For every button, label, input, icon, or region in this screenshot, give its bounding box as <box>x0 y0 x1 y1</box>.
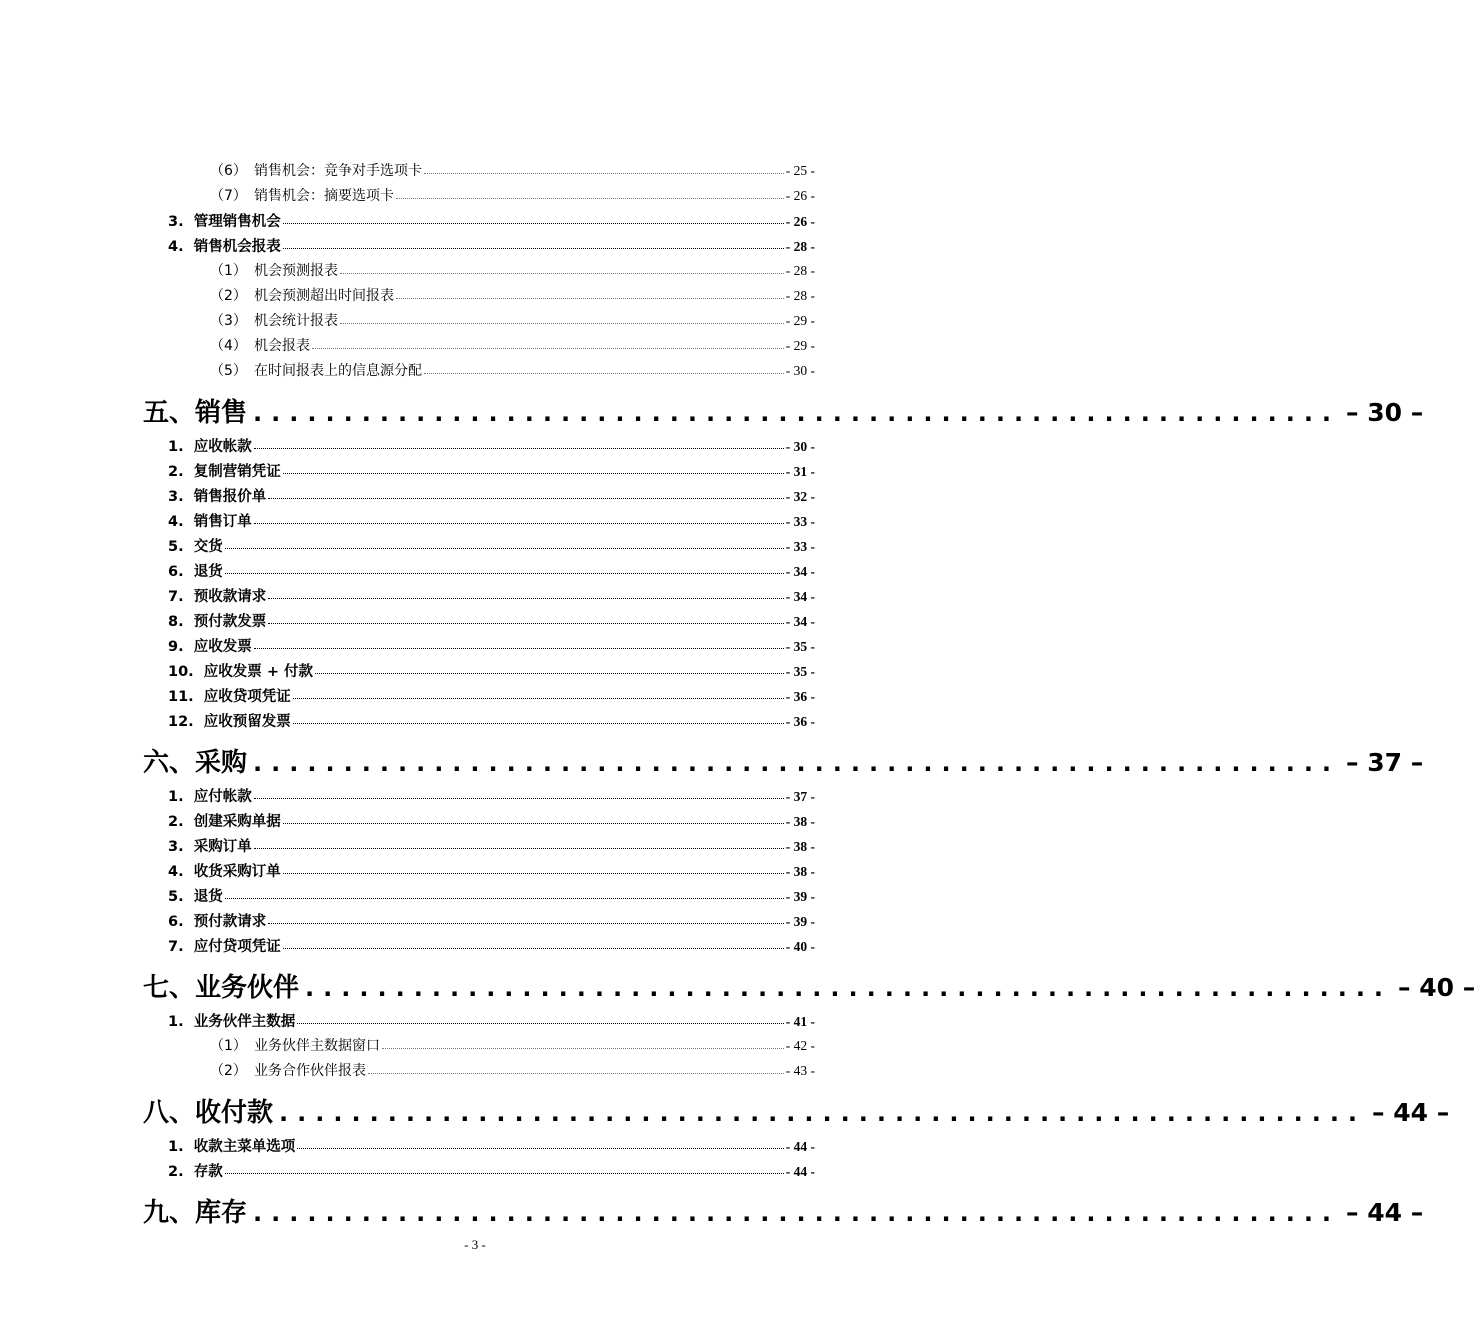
toc-section-entry[interactable] <box>168 785 815 805</box>
toc-page-number: - 30 - <box>785 439 815 454</box>
toc-page-number: - 33 - <box>785 539 815 554</box>
toc-page-number: - 34 - <box>785 564 815 579</box>
toc-dot-leader <box>283 822 784 824</box>
toc-page-number: - 31 - <box>785 464 815 479</box>
toc-entry-number: （7） <box>210 188 247 204</box>
toc-entry-title: 五、销售 <box>143 398 248 428</box>
toc-dot-leader <box>268 922 784 924</box>
toc-page-number: - 34 - <box>785 614 815 629</box>
toc-entry-number: 3. <box>168 214 184 230</box>
toc-dot-leader <box>225 572 784 574</box>
toc-subsection-entry[interactable] <box>210 285 815 305</box>
toc-entry-title: 应收帐款 <box>193 439 252 455</box>
toc-dot-leader <box>297 1147 784 1149</box>
toc-entry-label <box>210 1060 366 1080</box>
toc-dot-leader <box>254 797 784 799</box>
toc-page-number: - 35 - <box>785 664 815 679</box>
toc-section-entry[interactable] <box>168 585 815 605</box>
toc-section-entry[interactable] <box>168 1135 815 1155</box>
toc-subsection-entry[interactable] <box>210 1035 815 1055</box>
toc-entry-label <box>168 460 281 481</box>
toc-entry-label <box>168 535 223 556</box>
toc-entry-label <box>168 435 252 456</box>
toc-dot-leader <box>293 697 784 699</box>
toc-page-number: - 30 - <box>785 363 815 378</box>
toc-entry-number: 1. <box>168 1014 184 1030</box>
toc-entry-number: 2. <box>168 814 184 830</box>
toc-page-number: – 30 – <box>1346 398 1424 427</box>
toc-dot-leader <box>424 372 784 374</box>
toc-page-number: - 36 - <box>785 689 815 704</box>
toc-entry-title: 七、业务伙伴 <box>143 973 300 1003</box>
toc-dot-leader <box>312 347 784 349</box>
toc-section-entry[interactable] <box>168 460 815 480</box>
toc-entry-number: 1. <box>168 439 184 455</box>
toc-page-number: - 34 - <box>785 589 815 604</box>
toc-entry-number: 1. <box>168 1139 184 1155</box>
toc-dot-leader <box>340 272 784 274</box>
toc-entry-number: 12. <box>168 714 194 730</box>
toc-dot-leader <box>268 497 784 499</box>
toc-subsection-entry[interactable] <box>210 160 815 180</box>
toc-dot-leader <box>283 947 784 949</box>
toc-entry-label <box>168 910 266 931</box>
toc-dot-leader <box>424 172 784 174</box>
toc-entry-number: （1） <box>210 1038 247 1054</box>
toc-entry-label <box>168 710 291 731</box>
toc-page-number: - 38 - <box>785 814 815 829</box>
toc-entry-label <box>168 585 266 606</box>
toc-section-entry[interactable] <box>168 660 815 680</box>
toc-entry-label <box>168 560 223 581</box>
toc-dot-leader <box>254 847 784 849</box>
toc-entry-label <box>168 635 252 656</box>
toc-page-number: - 26 - <box>785 214 815 229</box>
toc-dot-leader <box>268 622 784 624</box>
toc-entry-title: 应收发票 + 付款 <box>203 664 314 680</box>
toc-entry-title: 退货 <box>193 889 223 905</box>
toc-page-number: - 36 - <box>785 714 815 729</box>
toc-page-number: - 35 - <box>785 639 815 654</box>
toc-entry-label <box>210 360 422 380</box>
toc-entry-title: 预付款请求 <box>193 914 267 930</box>
toc-entry-title: 预收款请求 <box>193 589 267 605</box>
toc-entry-number: 6. <box>168 914 184 930</box>
toc-dot-leader <box>283 472 784 474</box>
toc-section-entry[interactable] <box>168 610 815 630</box>
toc-entry-label <box>143 967 299 1004</box>
toc-subsection-entry[interactable] <box>210 185 815 205</box>
toc-section-entry[interactable] <box>168 510 815 530</box>
toc-chapter-entry[interactable] <box>143 1092 1450 1128</box>
toc-entry-title: 业务伙伴主数据 <box>193 1014 296 1030</box>
toc-dot-leader <box>225 897 784 899</box>
toc-entry-title: 机会预测超出时间报表 <box>254 288 394 304</box>
toc-entry-label <box>210 260 338 280</box>
toc-section-entry[interactable] <box>168 560 815 580</box>
toc-entry-label <box>168 235 281 256</box>
toc-entry-title: 销售机会报表 <box>193 239 281 255</box>
toc-entry-label <box>168 1135 295 1156</box>
toc-entry-number: 4. <box>168 864 184 880</box>
toc-entry-title: 收款主菜单选项 <box>193 1139 296 1155</box>
toc-entry-number: 5. <box>168 539 184 555</box>
toc-page-number: - 28 - <box>785 288 815 303</box>
toc-entry-label <box>143 742 247 779</box>
toc-dot-leader <box>396 297 784 299</box>
toc-page-number: - 43 - <box>785 1063 815 1078</box>
toc-entry-title: 销售机会：摘要选项卡 <box>254 188 394 204</box>
toc-entry-number: （6） <box>210 163 247 179</box>
toc-section-entry[interactable] <box>168 210 815 230</box>
toc-subsection-entry[interactable] <box>210 335 815 355</box>
toc-page-number: – 40 – <box>1398 973 1475 1002</box>
toc-entry-label <box>143 392 247 429</box>
toc-entry-title: 应收发票 <box>193 639 252 655</box>
toc-entry-title: 业务伙伴主数据窗口 <box>254 1038 380 1054</box>
toc-dot-leader <box>340 322 784 324</box>
toc-page-number: - 29 - <box>785 313 815 328</box>
toc-dot-leader <box>254 447 784 449</box>
toc-dot-leader: ............................................................ <box>279 1099 1367 1127</box>
toc-dot-leader: ............................................................ <box>253 399 1341 427</box>
toc-entry-title: 采购订单 <box>193 839 252 855</box>
toc-section-entry[interactable] <box>168 710 815 730</box>
toc-dot-leader <box>225 1172 784 1174</box>
toc-page-number: - 37 - <box>785 789 815 804</box>
toc-page-number: - 29 - <box>785 338 815 353</box>
toc-page-number: - 38 - <box>785 864 815 879</box>
toc-page-number: - 44 - <box>785 1164 815 1179</box>
toc-dot-leader <box>315 672 784 674</box>
toc-entry-label <box>168 1160 223 1181</box>
toc-entry-label <box>168 860 281 881</box>
toc-entry-label <box>168 885 223 906</box>
toc-entry-title: 管理销售机会 <box>193 214 281 230</box>
toc-dot-leader: ............................................................ <box>253 1199 1341 1227</box>
toc-entry-title: 存款 <box>193 1164 223 1180</box>
toc-entry-title: 九、库存 <box>143 1198 248 1228</box>
toc-page-number: - 40 - <box>785 939 815 954</box>
page-number-footer: - 3 - <box>464 1237 486 1252</box>
toc-entry-number: （2） <box>210 1063 247 1079</box>
toc-entry-number: 3. <box>168 839 184 855</box>
toc-entry-label <box>210 185 394 205</box>
toc-entry-label <box>168 660 313 681</box>
toc-entry-title: 应付帐款 <box>193 789 252 805</box>
toc-entry-number: 4. <box>168 239 184 255</box>
toc-entry-number: （3） <box>210 313 247 329</box>
toc-subsection-entry[interactable] <box>210 260 815 280</box>
toc-entry-number: （1） <box>210 263 247 279</box>
toc-entry-number: 8. <box>168 614 184 630</box>
toc-dot-leader <box>382 1047 784 1049</box>
toc-section-entry[interactable] <box>168 835 815 855</box>
toc-entry-label <box>168 485 266 506</box>
toc-page-number: - 41 - <box>785 1014 815 1029</box>
toc-entry-label <box>168 510 252 531</box>
toc-dot-leader <box>254 647 784 649</box>
toc-entry-label <box>210 335 310 355</box>
toc-dot-leader <box>225 547 784 549</box>
toc-entry-title: 业务合作伙伴报表 <box>254 1063 366 1079</box>
toc-section-entry[interactable] <box>168 810 815 830</box>
toc-page-number: - 33 - <box>785 514 815 529</box>
toc-entry-title: 销售订单 <box>193 514 252 530</box>
toc-page-number: - 38 - <box>785 839 815 854</box>
toc-entry-title: 收货采购订单 <box>193 864 281 880</box>
toc-entry-number: 2. <box>168 464 184 480</box>
toc-entry-title: 应付贷项凭证 <box>193 939 281 955</box>
toc-dot-leader <box>254 522 784 524</box>
toc-subsection-entry[interactable] <box>210 310 815 330</box>
toc-page-number: - 39 - <box>785 914 815 929</box>
toc-entry-title: 机会预测报表 <box>254 263 338 279</box>
toc-entry-number: 6. <box>168 564 184 580</box>
toc-dot-leader <box>368 1072 784 1074</box>
toc-dot-leader: ............................................................ <box>305 974 1393 1002</box>
toc-dot-leader: ............................................................ <box>253 749 1341 777</box>
toc-entry-title: 预付款发票 <box>193 614 267 630</box>
toc-entry-label <box>168 1010 295 1031</box>
toc-section-entry[interactable] <box>168 935 815 955</box>
toc-dot-leader <box>396 197 784 199</box>
toc-entry-label <box>143 1192 247 1229</box>
toc-entry-label <box>168 785 252 806</box>
toc-section-entry[interactable] <box>168 635 815 655</box>
toc-section-entry[interactable] <box>168 535 815 555</box>
toc-entry-number: 11. <box>168 689 194 705</box>
toc-page-number: – 44 – <box>1372 1098 1450 1127</box>
toc-entry-label <box>210 310 338 330</box>
toc-entry-title: 交货 <box>193 539 223 555</box>
toc-entry-label <box>168 810 281 831</box>
toc-entry-number: 10. <box>168 664 194 680</box>
toc-entry-title: 复制营销凭证 <box>193 464 281 480</box>
toc-entry-title: 八、收付款 <box>143 1098 274 1128</box>
toc-section-entry[interactable] <box>168 435 815 455</box>
toc-entry-label <box>168 210 281 231</box>
toc-entry-label <box>168 610 266 631</box>
toc-page-number: - 44 - <box>785 1139 815 1154</box>
toc-subsection-entry[interactable] <box>210 1060 815 1080</box>
toc-section-entry[interactable] <box>168 1010 815 1030</box>
toc-dot-leader <box>283 247 784 249</box>
toc-entry-title: 销售报价单 <box>193 489 267 505</box>
toc-chapter-entry[interactable] <box>143 1192 1424 1228</box>
toc-entry-number: 2. <box>168 1164 184 1180</box>
toc-entry-label <box>168 935 281 956</box>
toc-entry-number: （4） <box>210 338 247 354</box>
toc-entry-title: 在时间报表上的信息源分配 <box>254 363 422 379</box>
toc-dot-leader <box>297 1022 784 1024</box>
toc-subsection-entry[interactable] <box>210 360 815 380</box>
toc-entry-title: 退货 <box>193 564 223 580</box>
toc-entry-number: 7. <box>168 939 184 955</box>
toc-entry-title: 六、采购 <box>143 748 248 778</box>
toc-entry-title: 应收贷项凭证 <box>203 689 291 705</box>
toc-page-number: - 28 - <box>785 239 815 254</box>
toc-chapter-entry[interactable] <box>143 392 1424 428</box>
toc-entry-label <box>143 1092 273 1129</box>
toc-section-entry[interactable] <box>168 485 815 505</box>
toc-page-number: - 28 - <box>785 263 815 278</box>
toc-entry-number: 9. <box>168 639 184 655</box>
toc-dot-leader <box>283 872 784 874</box>
toc-entry-number: 3. <box>168 489 184 505</box>
toc-section-entry[interactable] <box>168 885 815 905</box>
toc-dot-leader <box>293 722 784 724</box>
toc-chapter-entry[interactable] <box>143 742 1424 778</box>
toc-page-number: – 37 – <box>1346 748 1424 777</box>
toc-page-number: - 39 - <box>785 889 815 904</box>
toc-entry-number: （5） <box>210 363 247 379</box>
toc-chapter-entry[interactable] <box>143 967 1475 1003</box>
toc-entry-number: 4. <box>168 514 184 530</box>
toc-entry-title: 应收预留发票 <box>203 714 291 730</box>
toc-dot-leader <box>283 222 784 224</box>
toc-entry-number: （2） <box>210 288 247 304</box>
toc-entry-number: 1. <box>168 789 184 805</box>
toc-section-entry[interactable] <box>168 1160 815 1180</box>
toc-entry-number: 5. <box>168 889 184 905</box>
toc-dot-leader <box>268 597 784 599</box>
toc-section-entry[interactable] <box>168 685 815 705</box>
toc-page-number: – 44 – <box>1346 1198 1424 1227</box>
toc-entry-title: 机会报表 <box>254 338 310 354</box>
toc-entry-title: 销售机会：竞争对手选项卡 <box>254 163 422 179</box>
toc-entry-title: 创建采购单据 <box>193 814 281 830</box>
toc-section-entry[interactable] <box>168 235 815 255</box>
toc-page-number: - 42 - <box>785 1038 815 1053</box>
toc-page-number: - 26 - <box>785 188 815 203</box>
toc-entry-label <box>210 285 394 305</box>
toc-page-number: - 25 - <box>785 163 815 178</box>
toc-entry-label <box>168 835 252 856</box>
toc-entry-label <box>168 685 291 706</box>
toc-entry-title: 机会统计报表 <box>254 313 338 329</box>
toc-section-entry[interactable] <box>168 860 815 880</box>
toc-section-entry[interactable] <box>168 910 815 930</box>
toc-entry-number: 7. <box>168 589 184 605</box>
toc-entry-label <box>210 160 422 180</box>
toc-entry-label <box>210 1035 380 1055</box>
toc-page-number: - 32 - <box>785 489 815 504</box>
